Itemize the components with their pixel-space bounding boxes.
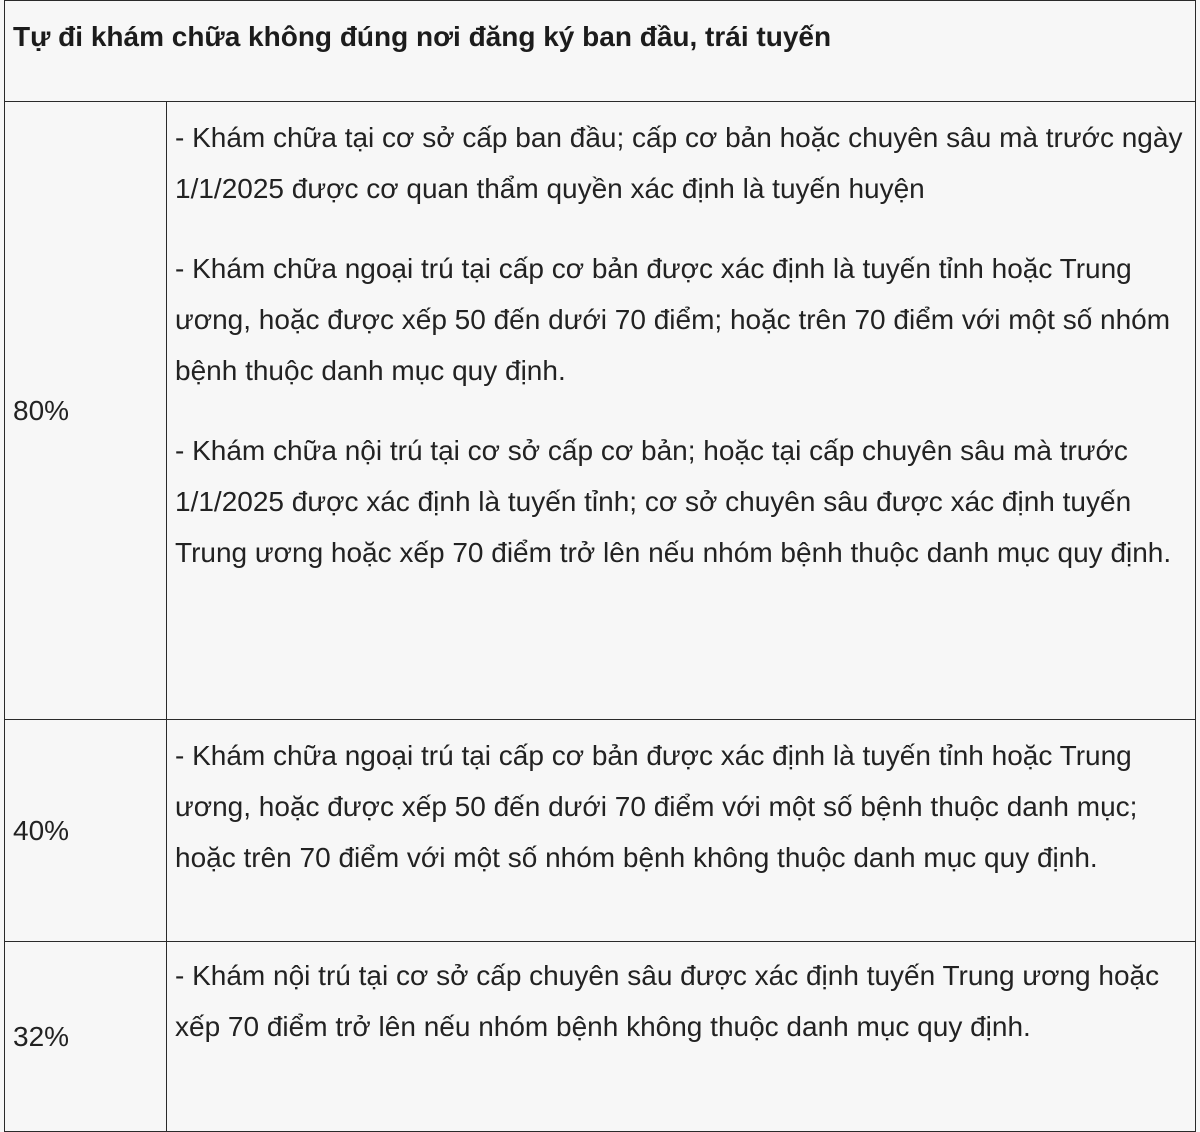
- condition-item: - Khám chữa ngoại trú tại cấp cơ bản được xác định là tuyến tỉnh hoặc Trung ương, hoặc được xếp 50 đến dưới 70 điểm; hoặc trên 70 điểm với một số nhóm bệnh thuộc danh mục quy định.: [175, 253, 1171, 386]
- condition-item: - Khám nội trú tại cơ sở cấp chuyên sâu được xác định tuyến Trung ương hoặc xếp 70 điểm trở lên nếu nhóm bệnh không thuộc danh mục quy định.: [175, 960, 1160, 1042]
- description-cell: [167, 942, 1196, 1132]
- condition-item: - Khám chữa tại cơ sở cấp ban đầu; cấp cơ bản hoặc chuyên sâu mà trước ngày 1/1/2025 được cơ quan thẩm quyền xác định là tuyến huyện: [175, 122, 1183, 204]
- description-cell: [167, 720, 1196, 942]
- table-title: Tự đi khám chữa không đúng nơi đăng ký ban đầu, trái tuyến: [13, 21, 832, 52]
- condition-item: - Khám chữa nội trú tại cơ sở cấp cơ bản; hoặc tại cấp chuyên sâu mà trước 1/1/2025 được xác định là tuyến tỉnh; cơ sở chuyên sâu được xác định tuyến Trung ương hoặc xếp 70 điểm trở lên nếu nhóm bệnh thuộc danh mục quy định.: [175, 435, 1172, 568]
- rate-value: 80%: [13, 394, 70, 426]
- table-row: [5, 942, 1196, 1132]
- rate-cell: [5, 102, 167, 720]
- rate-cell: [5, 942, 167, 1132]
- condition-item: - Khám chữa ngoại trú tại cấp cơ bản được xác định là tuyến tỉnh hoặc Trung ương, hoặc được xếp 50 đến dưới 70 điểm với một số bệnh thuộc danh mục; hoặc trên 70 điểm với một số nhóm bệnh không thuộc danh mục quy định.: [175, 740, 1138, 873]
- rate-cell: [5, 720, 167, 942]
- table-header-cell: [5, 1, 1196, 102]
- coverage-table: [4, 0, 1196, 1132]
- rate-value: 32%: [13, 1020, 70, 1052]
- rate-value: 40%: [13, 814, 70, 846]
- table-header-row: [5, 1, 1196, 102]
- table-row: [5, 102, 1196, 720]
- description-cell: [167, 102, 1196, 720]
- table-row: [5, 720, 1196, 942]
